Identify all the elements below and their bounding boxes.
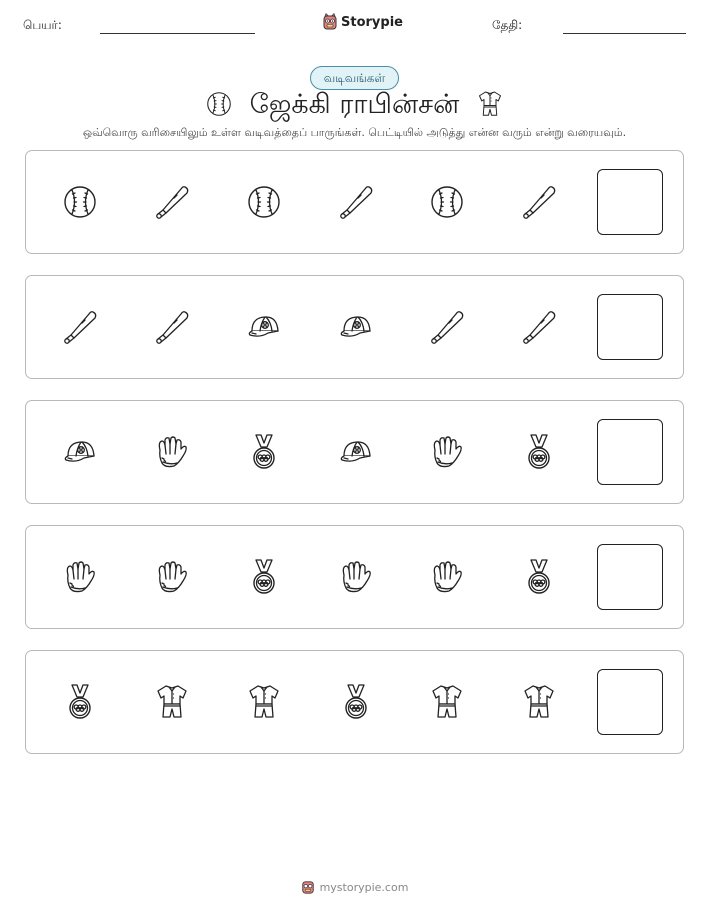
- title-row: [0, 86, 709, 126]
- answer-box[interactable]: [597, 419, 663, 485]
- answer-box[interactable]: [597, 669, 663, 735]
- olympic-medal-icon: [519, 432, 559, 472]
- answer-box[interactable]: [597, 544, 663, 610]
- answer-box[interactable]: [597, 169, 663, 235]
- baseball-cap-icon: [336, 307, 376, 347]
- pattern-row-4: [25, 525, 684, 629]
- instruction-text: ஒவ்வொரு வரிசையிலும் உள்ள வடிவத்தைப் பாருங்கள். பெட்டியில் அடுத்து என்ன வரும் என்று வரையவும்.: [82, 126, 627, 139]
- pattern-row-3: [25, 400, 684, 504]
- baseball-bat-icon: [152, 307, 192, 347]
- baseball-bat-icon: [519, 307, 559, 347]
- baseball-uniform-icon: [244, 682, 284, 722]
- baseball-uniform-icon: [427, 682, 467, 722]
- baseball-bat-icon: [427, 307, 467, 347]
- pattern-row-2: [25, 275, 684, 379]
- baseball-icon: [244, 182, 284, 222]
- baseball-uniform-icon: [152, 682, 192, 722]
- baseball-icon: [60, 182, 100, 222]
- baseball-uniform-icon: [519, 682, 559, 722]
- storypie-mascot-icon: [322, 13, 338, 31]
- baseball-glove-icon: [152, 557, 192, 597]
- pattern-row-1: [25, 150, 684, 254]
- title-baseball-icon: [204, 89, 234, 123]
- olympic-medal-icon: [336, 682, 376, 722]
- footer-url: mystorypie.com: [319, 880, 409, 894]
- date-label: தேதி:: [492, 18, 523, 32]
- date-write-line[interactable]: [563, 33, 686, 34]
- baseball-bat-icon: [519, 182, 559, 222]
- olympic-medal-icon: [244, 557, 284, 597]
- brand-name: Storypie: [341, 14, 403, 30]
- name-label: பெயர்:: [23, 18, 62, 32]
- baseball-glove-icon: [60, 557, 100, 597]
- baseball-glove-icon: [152, 432, 192, 472]
- baseball-glove-icon: [427, 432, 467, 472]
- baseball-icon: [204, 89, 234, 119]
- pattern-row-5: [25, 650, 684, 754]
- olympic-medal-icon: [60, 682, 100, 722]
- baseball-cap-icon: [336, 432, 376, 472]
- baseball-uniform-icon: [475, 89, 505, 119]
- olympic-medal-icon: [244, 432, 284, 472]
- baseball-cap-icon: [60, 432, 100, 472]
- title-uniform-icon: [475, 89, 505, 123]
- page-title: ஜேக்கி ராபின்சன்: [249, 88, 460, 120]
- baseball-glove-icon: [427, 557, 467, 597]
- baseball-cap-icon: [244, 307, 284, 347]
- olympic-medal-icon: [519, 557, 559, 597]
- baseball-icon: [427, 182, 467, 222]
- footer: [0, 879, 709, 895]
- baseball-bat-icon: [336, 182, 376, 222]
- brand-logo: [322, 13, 403, 31]
- answer-box[interactable]: [597, 294, 663, 360]
- category-badge: வடிவங்கள்: [310, 66, 399, 90]
- name-write-line[interactable]: [100, 33, 255, 34]
- baseball-bat-icon: [152, 182, 192, 222]
- baseball-bat-icon: [60, 307, 100, 347]
- storypie-mascot-icon: [301, 879, 315, 895]
- baseball-glove-icon: [336, 557, 376, 597]
